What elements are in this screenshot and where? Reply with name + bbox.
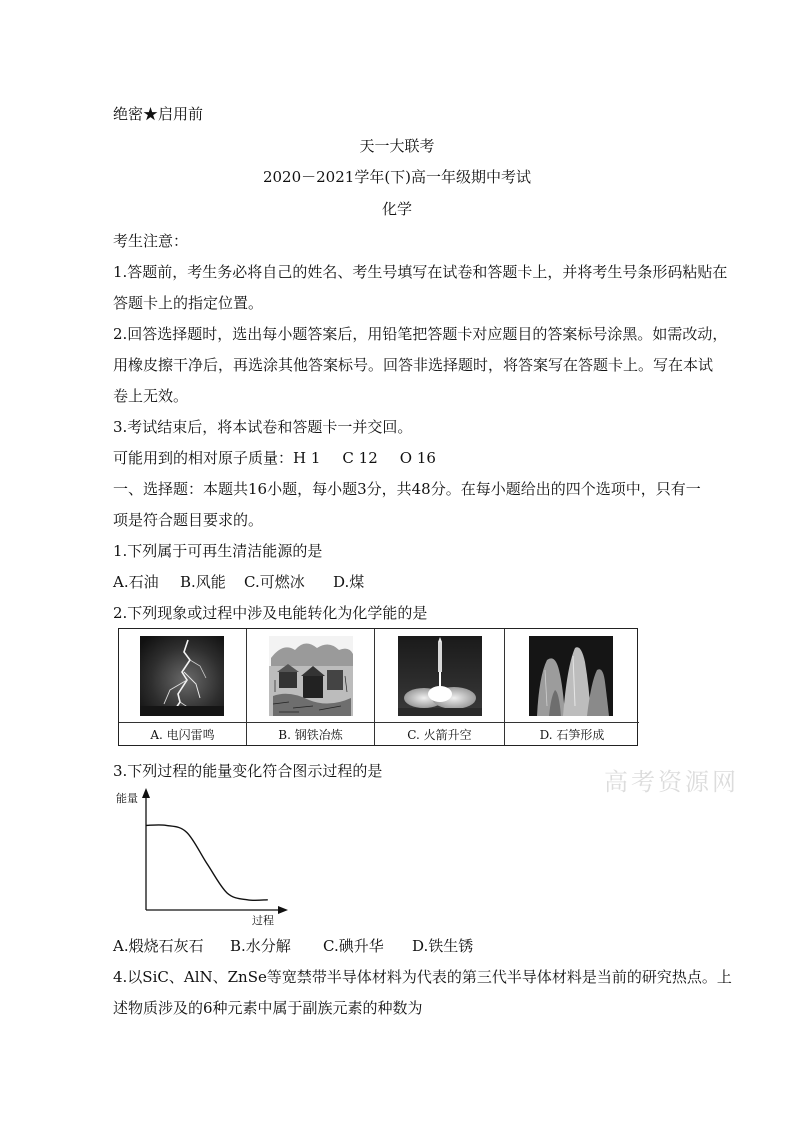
question-3-stem: 3.下列过程的能量变化符合图示过程的是 xyxy=(113,762,383,780)
image-cell-c xyxy=(375,629,505,745)
image-cell-d xyxy=(505,629,639,745)
question-4-stem: 4.以SiC、AlN、ZnSe等宽禁带半导体材料为代表的第三代半导体材料是当前的研究热点。上 xyxy=(113,968,732,986)
option-a: A.煅烧石灰石 xyxy=(113,937,204,955)
section-instruction: 项是符合题目要求的。 xyxy=(113,511,264,529)
section-instruction: 一、选择题：本题共16小题，每小题3分，共48分。在每小题给出的四个选项中，只有一 xyxy=(113,480,701,498)
image-cell-a xyxy=(119,629,247,745)
stalagmite-image xyxy=(529,636,613,716)
notice-line: 答题卡上的指定位置。 xyxy=(113,294,264,312)
notice-line: 2.回答选择题时，选出每小题答案后，用铅笔把答题卡对应题目的答案标号涂黑。如需改动， xyxy=(113,325,728,343)
atomic-mass-label: 可能用到的相对原子质量： xyxy=(113,449,294,467)
notice-line: 卷上无效。 xyxy=(113,387,189,405)
option-a: A.石油 xyxy=(113,573,159,591)
watermark-text: 高考资源网 xyxy=(604,768,739,796)
image-cell-b xyxy=(247,629,375,745)
x-axis-label: 过程 xyxy=(252,914,274,926)
option-c: C.碘升华 xyxy=(323,937,384,955)
exam-subject: 化学 xyxy=(381,200,412,218)
x-axis-arrow xyxy=(278,906,288,914)
y-axis-arrow xyxy=(142,788,150,798)
notice-line: 1.答题前，考生务必将自己的姓名、考生号填写在试卷和答题卡上，并将考生号条形码粘贴在 xyxy=(113,263,728,281)
secret-label: 绝密★启用前 xyxy=(113,105,204,123)
notice-line: 3.考试结束后，将本试卷和答题卡一并交回。 xyxy=(113,418,413,436)
y-axis-label: 能量 xyxy=(116,792,138,805)
notice-line: 用橡皮擦干净后，再选涂其他答案标号。回答非选择题时，将答案写在答题卡上。写在本试 xyxy=(113,356,714,374)
caption-b: B. 钢铁冶炼 xyxy=(247,722,374,747)
energy-curve xyxy=(146,825,268,900)
notice-title: 考生注意： xyxy=(113,232,189,250)
lightning-image xyxy=(140,636,224,716)
steel-smelting-image xyxy=(269,636,353,716)
atomic-mass-item: O 16 xyxy=(399,449,436,467)
atomic-mass-item: H 1 xyxy=(293,449,321,467)
question-4-stem-cont: 述物质涉及的6种元素中属于副族元素的种数为 xyxy=(113,999,423,1017)
option-d: D.煤 xyxy=(333,573,365,591)
question-3-options xyxy=(113,935,473,956)
rocket-launch-image xyxy=(398,636,482,716)
exam-title: 2020－2021学年(下)高一年级期中考试 xyxy=(262,168,532,186)
question-2-image-table xyxy=(118,628,638,746)
question-2-stem: 2.下列现象或过程中涉及电能转化为化学能的是 xyxy=(113,604,428,622)
option-d: D.铁生锈 xyxy=(412,937,474,955)
option-b: B.水分解 xyxy=(230,937,291,955)
caption-d: D. 石笋形成 xyxy=(505,722,639,747)
option-c: C.可燃冰 xyxy=(244,573,305,591)
caption-c: C. 火箭升空 xyxy=(375,722,504,747)
caption-a: A. 电闪雷鸣 xyxy=(119,722,246,747)
atomic-mass-item: C 12 xyxy=(342,449,378,467)
question-1-stem: 1.下列属于可再生清洁能源的是 xyxy=(113,542,323,560)
exam-org: 天一大联考 xyxy=(359,137,435,155)
option-b: B.风能 xyxy=(180,573,226,591)
energy-diagram xyxy=(112,786,292,926)
atomic-mass-line xyxy=(113,447,436,468)
question-1-options xyxy=(113,571,364,592)
